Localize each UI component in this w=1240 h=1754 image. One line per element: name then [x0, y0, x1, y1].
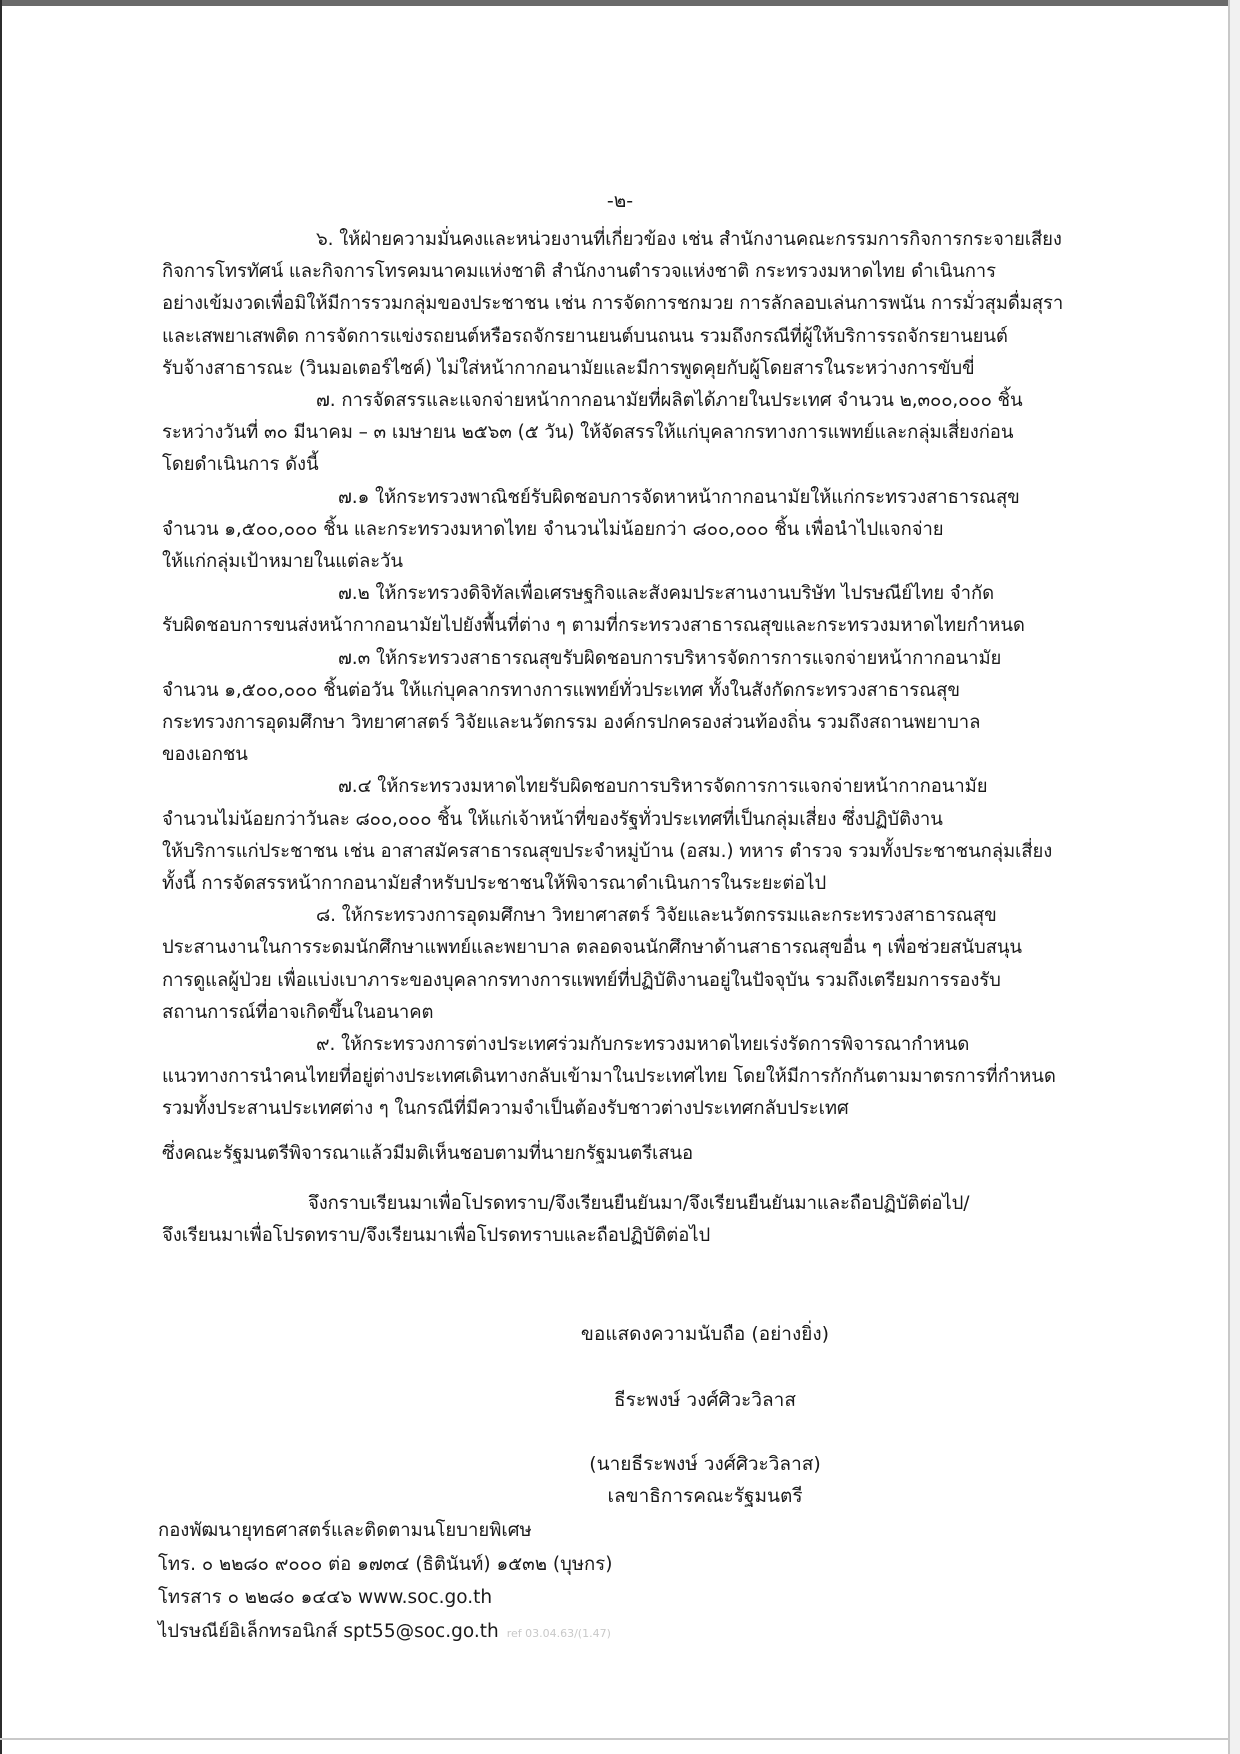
paragraph-line: ๖. ให้ฝ่ายความมั่นคงและหน่วยงานที่เกี่ยวข้อง เช่น สำนักงานคณะกรรมการกิจการกระจายเสียง — [316, 229, 1062, 250]
paragraph-line: ทั้งนี้ การจัดสรรหน้ากากอนามัยสำหรับประชาชนให้พิจารณาดำเนินการในระยะต่อไป — [162, 873, 827, 895]
footer-fax: โทรสาร ๐ ๒๒๘๐ ๑๔๔๖ www.soc.go.th — [158, 1587, 493, 1608]
paragraph-line: อย่างเข้มงวดเพื่อมิให้มีการรวมกลุ่มของประชาชน เช่น การจัดการชกมวย การลักลอบเล่นการพนัน การมั่วสุมดื่มสุรา — [162, 293, 1064, 315]
paragraph-line: ๗.๔ ให้กระทรวงมหาดไทยรับผิดชอบการบริหารจัดการการแจกจ่ายหน้ากากอนามัย — [338, 776, 988, 798]
paragraph — [162, 385, 1110, 482]
paragraph-line: ๙. ให้กระทรวงการต่างประเทศร่วมกับกระทรวงมหาดไทยเร่งรัดการพิจารณากำหนด — [316, 1034, 970, 1056]
paragraph-line: และเสพยาเสพติด การจัดการแข่งรถยนต์หรือรถจักรยานยนต์บนถนน รวมถึงกรณีที่ผู้ให้บริการรถจักรยานยนต์ — [162, 325, 1008, 347]
paragraph-line: รวมทั้งประสานประเทศต่าง ๆ ในกรณีที่มีความจำเป็นต้องรับชาวต่างประเทศกลับประเทศ — [162, 1098, 849, 1120]
footer-email-line — [158, 1615, 918, 1651]
paragraph-line: รับผิดชอบการขนส่งหน้ากากอนามัยไปยังพื้นที่ต่าง ๆ ตามที่กระทรวงสาธารณสุขและกระทรวงมหาดไทยกำหนด — [162, 615, 1025, 637]
signatory-block — [470, 1448, 940, 1512]
closing-request — [162, 1188, 1110, 1252]
closing-request-line: จึงกราบเรียนมาเพื่อโปรดทราบ/จึงเรียนยืนยันมา/จึงเรียนยืนยันมาและถือปฏิบัติต่อไป/ — [308, 1192, 970, 1214]
footer-faint-reference: ref 03.04.63/(1.47) — [506, 1626, 611, 1640]
paragraph-line: โดยดำเนินการ ดังนี้ — [162, 454, 319, 476]
paragraph-line: ๗.๓ ให้กระทรวงสาธารณสุขรับผิดชอบการบริหารจัดการการแจกจ่ายหน้ากากอนามัย — [338, 647, 1002, 669]
paragraph-line: กระทรวงการอุดมศึกษา วิทยาศาสตร์ วิจัยและนวัตกรรม องค์กรปกครองส่วนท้องถิ่น รวมถึงสถานพยาบาล — [162, 712, 981, 734]
paragraph — [162, 482, 1110, 579]
paragraph-line: ให้บริการแก่ประชาชน เช่น อาสาสมัครสาธารณสุขประจำหมู่บ้าน (อสม.) ทหาร ตำรวจ รวมทั้งประชาชนกลุ่มเสี่ยง — [162, 840, 1053, 862]
footer-email: ไปรษณีย์อิเล็กทรอนิกส์ spt55@soc.go.th — [158, 1620, 499, 1642]
paragraph-line: กิจการโทรทัศน์ และกิจการโทรคมนาคมแห่งชาติ สำนักงานตำรวจแห่งชาติ กระทรวงมหาดไทย ดำเนินการ — [162, 261, 996, 283]
paragraph-line: รับจ้างสาธารณะ (วินมอเตอร์ไซค์) ไม่ใส่หน้ากากอนามัยและมีการพูดคุยกับผู้โดยสารในระหว่างการขับขี่ — [162, 357, 975, 379]
paragraph-line: จำนวนไม่น้อยกว่าวันละ ๘๐๐,๐๐๐ ชิ้น ให้แก่เจ้าหน้าที่ของรัฐทั่วประเทศที่เป็นกลุ่มเสี่ยง ซึ่งปฏิบัติงาน — [162, 808, 943, 830]
paragraph — [162, 643, 1110, 772]
paragraph-line: ๘. ให้กระทรวงการอุดมศึกษา วิทยาศาสตร์ วิจัยและนวัตกรรมและกระทรวงสาธารณสุข — [316, 905, 997, 927]
signatory-full-name: (นายธีระพงษ์ วงศ์ศิวะวิลาส) — [589, 1453, 821, 1475]
paragraph-line: ประสานงานในการระดมนักศึกษาแพทย์และพยาบาล ตลอดจนนักศึกษาด้านสาธารณสุขอื่น ๆ เพื่อช่วยสนับสนุน — [162, 937, 1022, 959]
paragraph — [162, 224, 1110, 385]
paragraph — [162, 900, 1110, 1029]
scan-bottom-edge — [0, 1738, 1230, 1740]
document-body — [162, 224, 1110, 1252]
complimentary-close: ขอแสดงความนับถือ (อย่างยิ่ง) — [580, 1323, 830, 1345]
paragraph — [162, 1029, 1110, 1126]
signature-name: ธีระพงษ์ วงศ์ศิวะวิลาส — [614, 1389, 796, 1411]
footer-phone: โทร. ๐ ๒๒๘๐ ๙๐๐๐ ต่อ ๑๗๓๔ (ธิตินันท์) ๑๕๓๒ (บุษกร) — [158, 1553, 613, 1575]
paragraph-line: การดูแลผู้ป่วย เพื่อแบ่งเบาภาระของบุคลากรทางการแพทย์ที่ปฏิบัติงานอยู่ในปัจจุบัน รวมถึงเตรียมการรองรับ — [162, 969, 1001, 991]
paragraph-line: แนวทางการนำคนไทยที่อยู่ต่างประเทศเดินทางกลับเข้ามาในประเทศไทย โดยให้มีการกักกันตามมาตรการที่กำหนด — [162, 1066, 1056, 1088]
closing-request-line: จึงเรียนมาเพื่อโปรดทราบ/จึงเรียนมาเพื่อโปรดทราบและถือปฏิบัติต่อไป — [162, 1225, 711, 1247]
paragraph-line: ให้แก่กลุ่มเป้าหมายในแต่ละวัน — [162, 551, 403, 573]
paragraph — [162, 771, 1110, 900]
scan-top-edge — [0, 0, 1240, 6]
paragraph-line: จำนวน ๑,๕๐๐,๐๐๐ ชิ้นต่อวัน ให้แก่บุคลากรทางการแพทย์ทั่วประเทศ ทั้งในสังกัดกระทรวงสาธารณสุข — [162, 679, 960, 701]
cabinet-resolution: ซึ่งคณะรัฐมนตรีพิจารณาแล้วมีมติเห็นชอบตามที่นายกรัฐมนตรีเสนอ — [162, 1142, 694, 1164]
paragraph-line: จำนวน ๑,๕๐๐,๐๐๐ ชิ้น และกระทรวงมหาดไทย จำนวนไม่น้อยกว่า ๘๐๐,๐๐๐ ชิ้น เพื่อนำไปแจกจ่าย — [162, 518, 944, 540]
paragraph-line: สถานการณ์ที่อาจเกิดขึ้นในอนาคต — [162, 1001, 434, 1023]
page-number: -๒- — [606, 190, 634, 212]
paragraph-line: ของเอกชน — [162, 744, 248, 766]
paragraph-line: ๗.๑ ให้กระทรวงพาณิชย์รับผิดชอบการจัดหาหน้ากากอนามัยให้แก่กระทรวงสาธารณสุข — [338, 486, 1020, 508]
paragraph-list — [162, 224, 1110, 1126]
paragraph-line: ระหว่างวันที่ ๓๐ มีนาคม – ๓ เมษายน ๒๕๖๓ (๕ วัน) ให้จัดสรรให้แก่บุคลากรทางการแพทย์และกลุ่มเสี่ยงก่อน — [162, 422, 1014, 444]
scan-right-edge — [1228, 0, 1240, 1754]
signatory-title: เลขาธิการคณะรัฐมนตรี — [607, 1485, 803, 1507]
paragraph-line: ๗. การจัดสรรและแจกจ่ายหน้ากากอนามัยที่ผลิตได้ภายในประเทศ จำนวน ๒,๓๐๐,๐๐๐ ชิ้น — [316, 390, 1023, 412]
scan-left-edge — [0, 0, 2, 1754]
contact-footer — [158, 1514, 918, 1650]
footer-division: กองพัฒนายุทธศาสตร์และติดตามนโยบายพิเศษ — [158, 1520, 532, 1541]
paragraph — [162, 578, 1110, 642]
paragraph-line: ๗.๒ ให้กระทรวงดิจิทัลเพื่อเศรษฐกิจและสังคมประสานงานบริษัท ไปรษณีย์ไทย จำกัด — [338, 583, 994, 605]
